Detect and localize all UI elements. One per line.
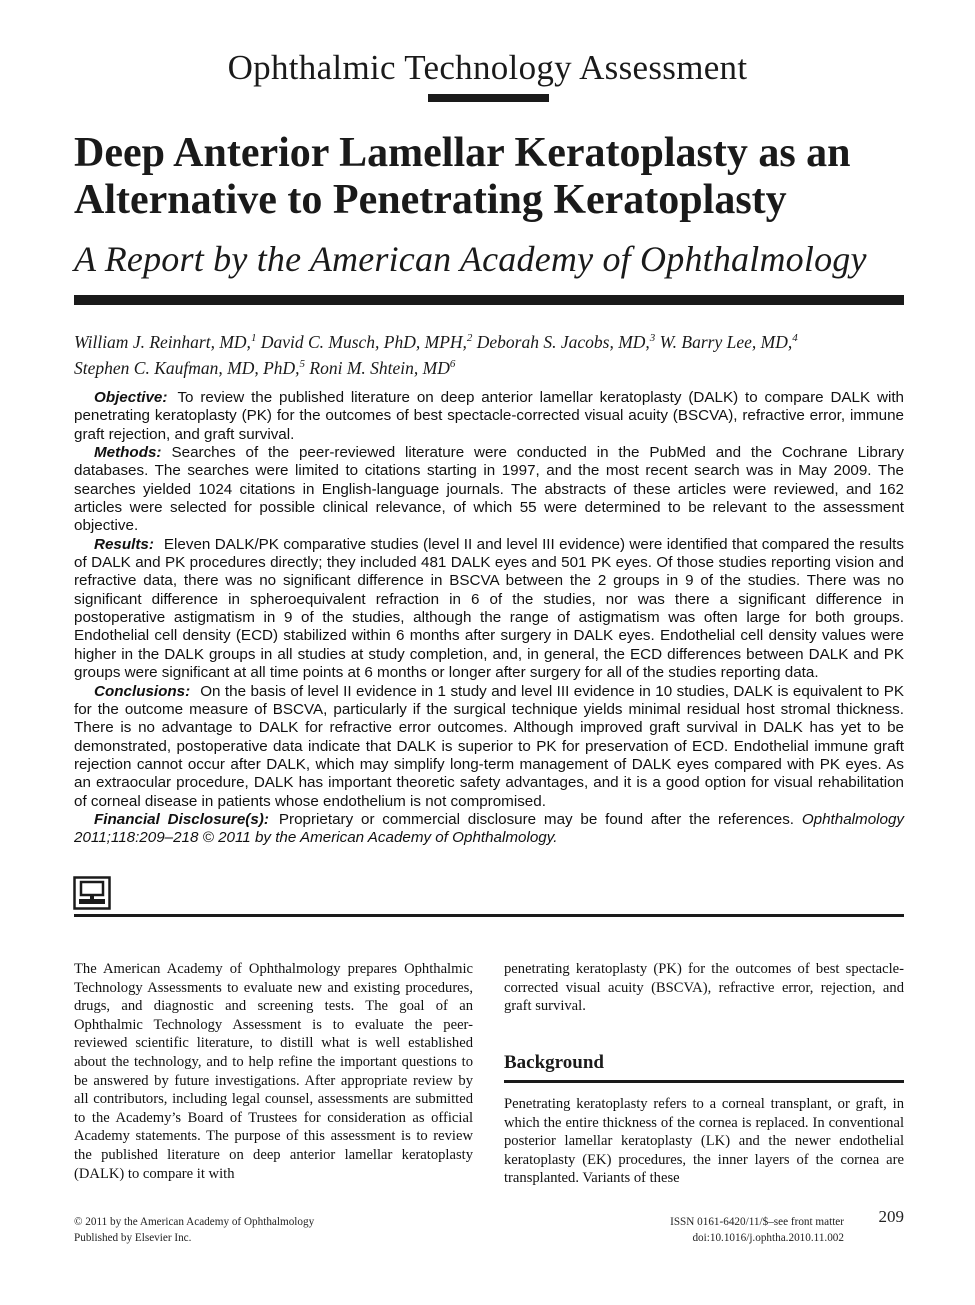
footer-doi: doi:10.1016/j.ophtha.2010.11.002	[692, 1232, 844, 1244]
background-heading: Background	[504, 1052, 604, 1073]
methods-text: Searches of the peer-reviewed literature were conducted in the PubMed and the Cochrane Library databases. The searches were limited to citations starting in 1997, and the most recent search was in May 2009. The searches yielded 1024 citations in English-language journals. The abstracts of these articles were reviewed, and 162 articles were selected for possible clinical relevance, of which 55 were determined to be relevant to the assessment objective.	[74, 444, 904, 535]
author-name: Stephen C. Kaufman, MD, PhD,	[74, 357, 300, 378]
body-right-column-text: penetrating keratoplasty (PK) for the outcomes of best spectacle-corrected visual acuity (BSCVA), refractive error, rejection, and graft survival.	[504, 961, 904, 1015]
methods-label: Methods:	[94, 444, 162, 462]
author-name: Deborah S. Jacobs, MD,	[476, 331, 650, 352]
author-affiliation: 2	[466, 332, 473, 344]
author-affiliation: 3	[649, 332, 656, 344]
background-text: Penetrating keratoplasty refers to a corneal transplant, or graft, in which the entire thickness of the cornea is replaced. In conventional posterior lamellar keratoplasty (LK) and the newer endothelial keratoplasty (EK) procedures, the inner layers of the cornea are transplanted. Variants of these	[504, 1096, 904, 1187]
objective-label: Objective:	[94, 389, 168, 406]
author-name: William J. Reinhart, MD,	[74, 331, 251, 352]
body-left-column: The American Academy of Ophthalmology prepares Ophthalmic Technology Assessments to evaluate new and existing procedures, drugs, and diagnostic and screening tests. The goal of an Ophthalmic Technology Assessment is to evaluate the peer-reviewed scientific literature, to distill what is well established about the technology, and to help refine the important questions to be answered by future investigations. After appropriate review by all contributors, including legal counsel, assessments are submitted to the Academy’s Board of Trustees for consideration as official Academy statements. The purpose of this assessment is to review the published literature on deep anterior lamellar keratoplasty (DALK) to compare it with	[74, 961, 473, 1182]
computer-monitor-icon	[73, 876, 111, 910]
author-name: David C. Musch, PhD, MPH,	[260, 331, 467, 352]
section-label-bar	[428, 94, 549, 102]
conclusions-text: On the basis of level II evidence in 1 study and level III evidence in 10 studies, DALK is equivalent to PK for the outcome measure of BSCVA, particularly if the surgical technique yields minimal residual host stromal thickness. There is no advantage to DALK for refractive error outcomes. Although improved graft survival in DALK has yet to be demonstrated, postoperative data indicate that DALK is superior to PK for preservation of ECD. Endothelial immune graft rejection cannot occur after DALK, which may simplify long-term management of DALK eyes compared with PK eyes. As an extraocular procedure, DALK has important theoretic safety advantages, and it is a good option for visual rehabilitation of corneal disease in patients whose endothelium is not compromised.	[74, 682, 904, 810]
footer-issn: ISSN 0161-6420/11/$–see front matter	[670, 1216, 844, 1228]
conclusions-label: Conclusions:	[94, 682, 191, 700]
abstract-objective	[74, 389, 904, 444]
author-affiliation: 5	[299, 357, 306, 370]
abstract-rule	[74, 914, 904, 917]
author-name: Roni M. Shtein, MD	[309, 357, 450, 378]
author-affiliation: 6	[449, 357, 456, 370]
footer-right	[580, 1214, 844, 1246]
page-number: 209	[878, 1207, 904, 1226]
article-title: Deep Anterior Lamellar Keratoplasty as an Alternative to Penetrating Keratoplasty	[74, 130, 851, 223]
author-affiliation: 1	[250, 332, 257, 344]
abstract-disclosure	[74, 811, 904, 848]
article-subtitle: A Report by the American Academy of Ophthalmology	[74, 239, 867, 279]
objective-text: To review the published literature on deep anterior lamellar keratoplasty (DALK) to compare DALK with penetrating keratoplasty (PK) for the outcomes of best spectacle-corrected visual acuity (BSCVA), refractive error, immune graft rejection, and graft survival.	[74, 389, 904, 443]
abstract-conclusions	[74, 683, 904, 811]
disclosure-text: Proprietary or commercial disclosure may be found after the references.	[278, 810, 795, 828]
title-rule	[74, 295, 904, 305]
abstract-results	[74, 536, 904, 683]
abstract-methods	[74, 444, 904, 536]
background-heading-rule	[504, 1080, 904, 1083]
journal-citation: Ophthalmology 2011;118:209–218 © 2011 by the American Academy of Ophthalmology.	[74, 810, 904, 847]
footer-copyright: © 2011 by the American Academy of Ophthalmology	[74, 1216, 315, 1228]
disclosure-label: Financial Disclosure(s):	[94, 810, 269, 828]
section-label: Ophthalmic Technology Assessment	[227, 48, 748, 87]
abstract	[74, 389, 904, 848]
footer-left	[74, 1214, 314, 1246]
footer-publisher: Published by Elsevier Inc.	[74, 1232, 192, 1244]
author-name: W. Barry Lee, MD,	[659, 331, 793, 352]
results-text: Eleven DALK/PK comparative studies (level II and level III evidence) were identified that compared the results of DALK and PK procedures directly; they included 481 DALK eyes and 501 PK eyes. Of those studies reporting vision and refractive data, there was no significant difference in BSCVA between the 2 groups in 9 of the studies. There was no significant difference in spheroequivalent refraction in 6 of the studies, nor was there a significant difference in postoperative astigmatism in 9 of the studies, although the range of astigmatism was often large for both groups. Endothelial cell density (ECD) stabilized within 6 months after surgery in DALK eyes. Endothelial cell density values were higher in the DALK groups in all studies at study completion, and, in general, the ECD differences between DALK and PK groups were significant at all time points at 6 months or longer after surgery for all of the studies reporting data.	[74, 535, 904, 682]
author-affiliation: 4	[792, 332, 798, 344]
author-list	[74, 327, 904, 379]
results-label: Results:	[94, 535, 154, 553]
